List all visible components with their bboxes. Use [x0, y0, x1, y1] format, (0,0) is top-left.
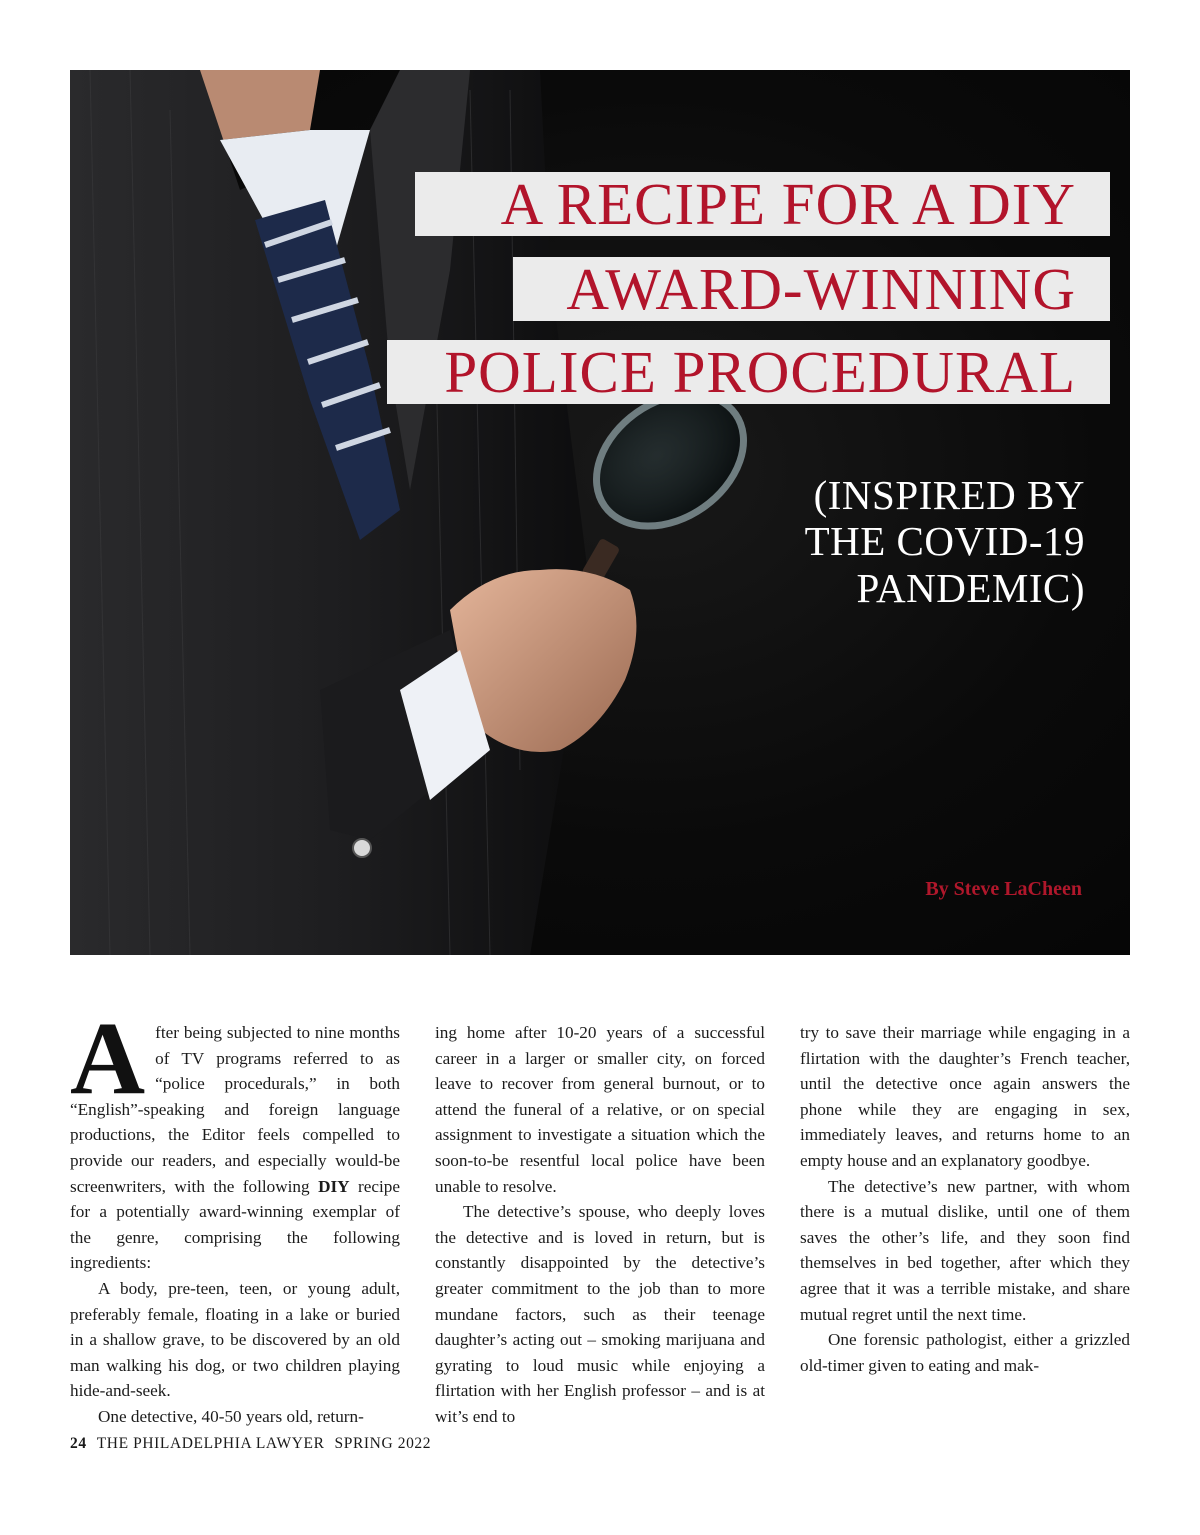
article-body: [70, 1001, 1130, 1426]
column-1: [70, 1001, 400, 1430]
paragraph: [70, 1001, 400, 1276]
cufflink: [353, 839, 371, 857]
column-3: [800, 1020, 1130, 1378]
subtitle: [685, 472, 1085, 611]
subtitle-line-1: (INSPIRED BY: [813, 472, 1085, 518]
subtitle-line-2: THE COVID-19: [804, 518, 1085, 565]
paragraph: One detective, 40-50 years old, return-: [98, 1406, 364, 1426]
paragraph: The detective’s new partner, with whom there is a mutual dislike, until one of them saves the other’s life, and they soon find themselves in bed together, after which they agree that it was a terrible mistake, and share mutual regret until the next time.: [800, 1176, 1130, 1324]
byline: By Steve LaCheen: [925, 878, 1082, 900]
paragraph-text: recipe for a potentially award-winning exemplar of the genre, comprising the following ingredients:: [70, 1176, 400, 1273]
publication-name: THE PHILADELPHIA LAWYER: [96, 1435, 325, 1452]
paragraph: One forensic pathologist, either a grizzled old-timer given to eating and mak-: [800, 1330, 1130, 1375]
title-line-3: POLICE PROCEDURAL: [444, 338, 1076, 405]
paragraph: ing home after 10-20 years of a successful career in a larger or smaller city, on forced leave to recover from general burnout, or to attend the funeral of a relative, or on special assignment to investigate a situation which the soon-to-be resentful local police have been unable to resolve.: [435, 1023, 765, 1196]
page-number: 24: [70, 1435, 87, 1452]
paragraph: A body, pre-teen, teen, or young adult, preferably female, floating in a lake or buried in a shallow grave, to be discovered by an old man walking his dog, or two children playing hide-and-seek.: [70, 1278, 400, 1401]
subtitle-line-3: PANDEMIC): [856, 564, 1085, 611]
title-line-1: A RECIPE FOR A DIY: [500, 170, 1076, 237]
paragraph-text: fter being subjected to nine months of TV programs referred to as “police procedurals,” in both “English”-speaking and foreign language productions, the Editor feels compelled to provide our readers, and especially would-be screenwriters, with the following: [70, 1023, 400, 1196]
page-footer: [70, 1435, 441, 1453]
emphasis-text: DIY: [318, 1176, 350, 1196]
title-line-2-bar: [513, 257, 1110, 321]
title-line-3-bar: [387, 340, 1110, 404]
title-line-1-bar: [415, 172, 1110, 236]
paragraph: The detective’s spouse, who deeply loves the detective and is loved in return, but is constantly disappointed by the detective’s greater commitment to the job than to more mundane factors, such as their teenage daughter’s acting out – smoking marijuana and gyrating to loud music while enjoying a flirtation with her English professor – and is at wit’s end to: [435, 1202, 765, 1426]
title-line-2: AWARD-WINNING: [566, 255, 1076, 322]
column-2: [435, 1020, 765, 1430]
hero-image-panel: [70, 70, 1130, 955]
drop-cap: A: [70, 1001, 146, 1116]
issue-date: SPRING 2022: [334, 1435, 432, 1452]
paragraph: try to save their marriage while engaging in a flirtation with the daughter’s French teacher, until the detective once again answers the phone while they are engaging in sex, immediately leaves, and returns home to an empty house and an explanatory goodbye.: [800, 1023, 1130, 1170]
